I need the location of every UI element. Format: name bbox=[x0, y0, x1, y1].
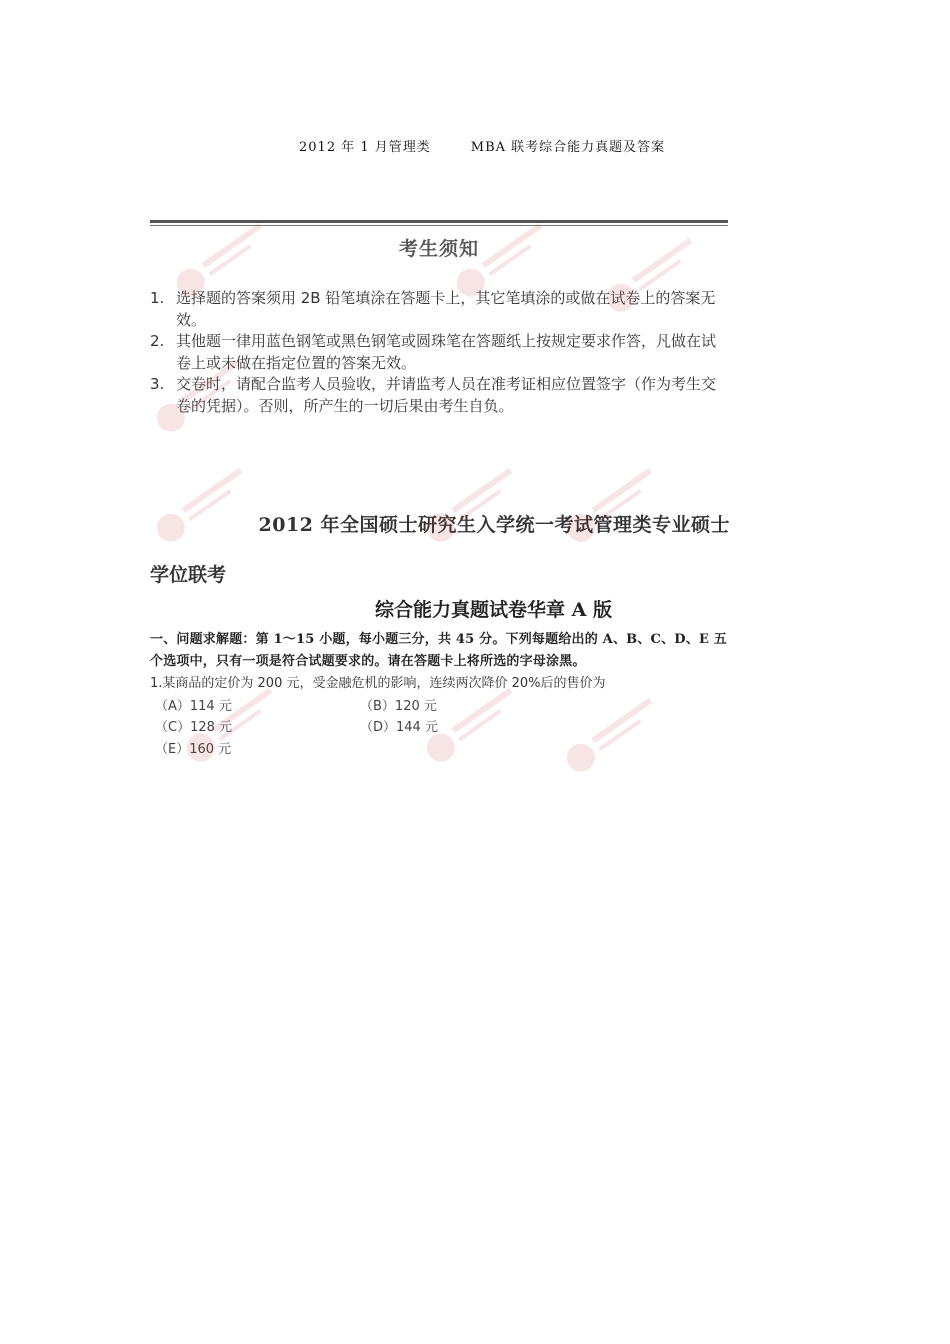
notice-item-number: 3. bbox=[150, 375, 165, 393]
divider-thick bbox=[150, 220, 728, 223]
notice-item-text: 其他题一律用蓝色钢笔或黑色钢笔或圆珠笔在答题纸上按规定要求作答，凡做在试卷上或未做在指定位置的答案无效。 bbox=[176, 332, 717, 372]
notice-title: 考生须知 bbox=[398, 238, 479, 260]
divider-thin bbox=[150, 225, 728, 226]
notice-item bbox=[150, 288, 730, 331]
notice-item bbox=[150, 374, 730, 417]
header-left: 2012 年 1 月管理类 bbox=[299, 140, 431, 155]
notice-item-text: 交卷时，请配合监考人员验收，并请监考人员在准考证相应位置签字（作为考生交卷的凭据）。否则，所产生的一切后果由考生自负。 bbox=[176, 375, 717, 415]
watermark-logo-icon bbox=[550, 675, 680, 795]
option-b: （B）120 元 bbox=[360, 699, 437, 714]
exam-title bbox=[150, 510, 730, 587]
option-c: （C）128 元 bbox=[155, 720, 233, 735]
page-header bbox=[299, 136, 665, 155]
option-d: （D）144 元 bbox=[360, 720, 438, 735]
exam-subtitle: 综合能力真题试卷华章 A 版 bbox=[375, 599, 612, 621]
notice-item bbox=[150, 331, 730, 374]
exam-title-line1: 2012 年全国硕士研究生入学统一考试管理类专业硕士 bbox=[258, 514, 730, 536]
option-e: （E）160 元 bbox=[155, 742, 232, 757]
option-a: （A）114 元 bbox=[155, 699, 232, 714]
notice-item-text: 选择题的答案须用 2B 铅笔填涂在答题卡上，其它笔填涂的或做在试卷上的答案无效。 bbox=[176, 289, 716, 329]
section-intro: 一、问题求解题：第 1～15 小题，每小题三分，共 45 分。下列每题给出的 A、B、C、D、E 五个选项中，只有一项是符合试题要求的。请在答题卡上将所选的字母涂黑。 bbox=[150, 632, 727, 669]
notice-item-number: 2. bbox=[150, 332, 165, 350]
notice-item-number: 1. bbox=[150, 289, 165, 307]
exam-title-line2: 学位联考 bbox=[150, 564, 227, 586]
header-right: MBA 联考综合能力真题及答案 bbox=[470, 140, 666, 155]
notice-list bbox=[150, 288, 730, 417]
question-stem: 1.某商品的定价为 200 元，受金融危机的影响，连续两次降价 20%后的售价为 bbox=[150, 676, 606, 691]
